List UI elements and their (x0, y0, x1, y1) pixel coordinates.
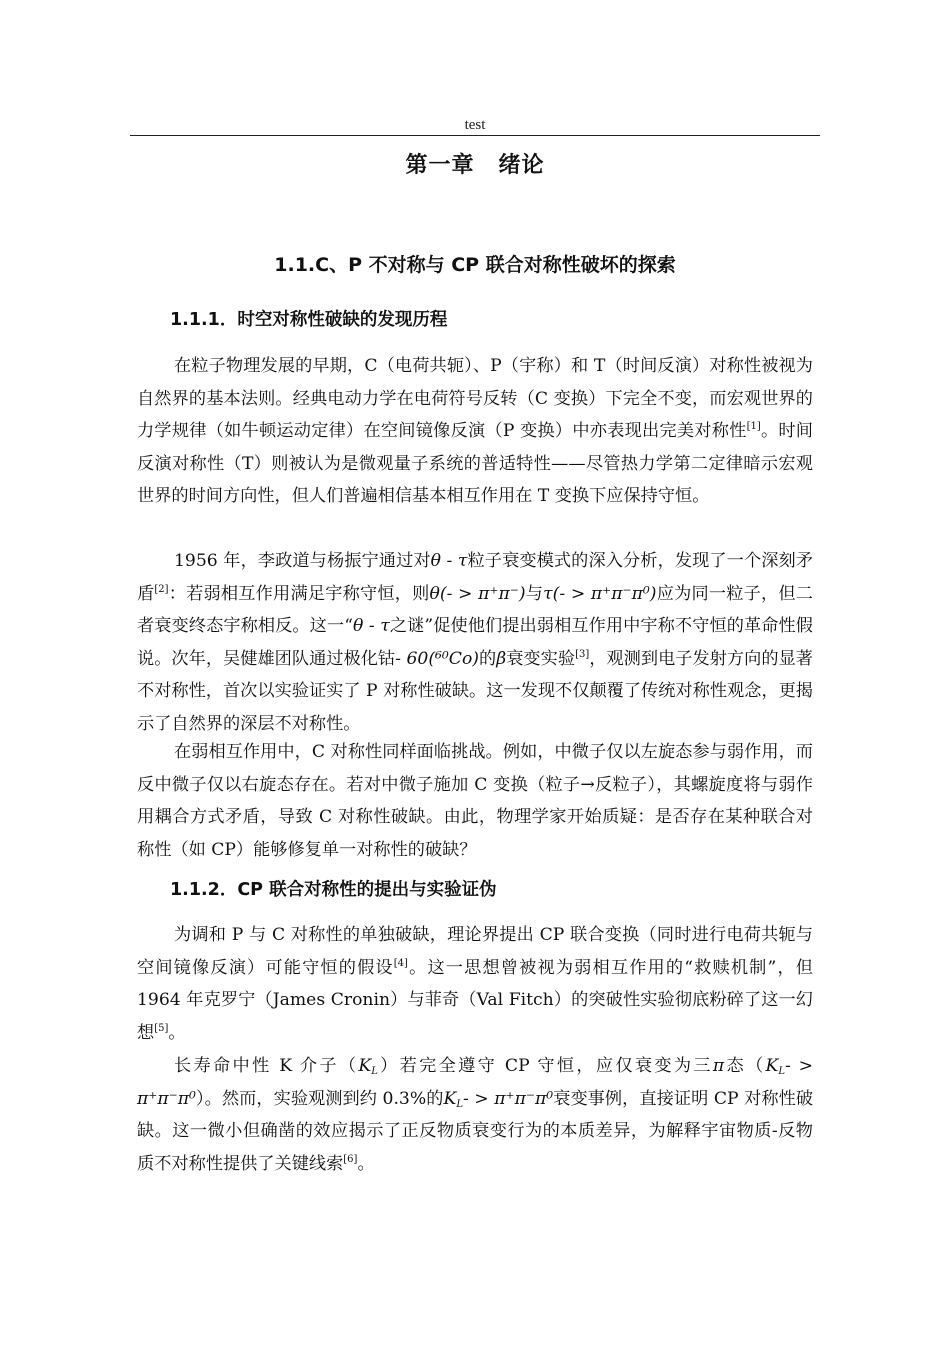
theta-tau-symbol: θ - τ (430, 551, 468, 571)
citation-4: [4] (393, 957, 408, 969)
theta-decay-formula: θ(- > π⁺π⁻) (429, 583, 526, 604)
p5-text-e: 衰变事例，直接证明 CP 对称性破缺。这一微小但确凿的效应揭示了正反物质衰变行为的本质差异，为解释宇宙物质-反物质不对称性提供了关键线索 (137, 1088, 814, 1174)
p5-text-d: ）。然而，实验观测到约 0.3%的 (195, 1088, 444, 1109)
p5-text-a: 长寿命中性 K 介子（ (174, 1056, 359, 1076)
p3-text: 在弱相互作用中，C 对称性同样面临挑战。例如，中微子仅以左旋态参与弱作用，而反中微子仅以右旋态存在。若对中微子施加 C 变换（粒子→反粒子），其螺旋度将与弱作用耦合方式矛盾，导致 C 对称性破缺。由此，物理学家开始质疑：是否存在某种联合对称性（如 CP）能够修复单一对称性的破缺？ (137, 742, 813, 860)
chapter-title (0, 148, 950, 179)
tau-decay-formula: τ(- > π⁺π⁻π⁰) (543, 583, 657, 604)
p4-text-b: 。这一思想曾被视为弱相互作用的“救赎机制”，但 1964 年克罗宁（James Cronin）与菲奇（Val Fitch）的突破性实验彻底粉碎了这一幻想 (137, 957, 813, 1043)
p2-text-h: 衰变实验 (506, 648, 576, 669)
kl-subscript: L (371, 1066, 378, 1077)
citation-5: [5] (154, 1022, 169, 1034)
citation-6: [6] (343, 1153, 358, 1165)
p1-text-a: 在粒子物理发展的早期，C（电荷共轭）、P（宇称）和 T（时间反演）对称性被视为自然界的基本法则。经典电动力学在电荷符号反转（C 变换）下完全不变，而宏观世界的力学规律（如牛顿运动定律）在空间镜像反演（P 变换）中亦表现出完美对称性 (137, 356, 813, 441)
citation-3: [3] (575, 648, 590, 660)
paragraph-4 (137, 919, 813, 1049)
paragraph-5 (137, 1050, 813, 1180)
paragraph-2 (137, 545, 813, 740)
subsection-title-1: 1.1.1．时空对称性破缺的发现历程 (170, 310, 448, 330)
p2-text-a: 1956 年，李政道与杨振宁通过对 (174, 551, 431, 571)
p2-text-b: 粒子衰变模式的深入分析，发现了一个深刻矛盾 (137, 551, 813, 604)
kl-subscript-2: L (778, 1066, 785, 1077)
kl-symbol (358, 1056, 377, 1076)
beta-symbol: β (496, 648, 507, 669)
p5-text-b: ）若完全遵守 CP 守恒，应仅衰变为三 (377, 1056, 713, 1076)
paragraph-1 (137, 350, 813, 513)
p2-text-e: 应为同一粒子，但二者衰变终态宇称相反。这一“ (137, 583, 813, 636)
kl-decay-formula-2 (444, 1089, 554, 1109)
subsection-title-2: 1.1.2．CP 联合对称性的提出与实验证伪 (170, 880, 497, 900)
theta-tau-symbol-2: θ - τ (352, 616, 390, 636)
citation-2: [2] (154, 583, 169, 595)
p1-text-b: 。时间反演对称性（T）则被认为是微观量子系统的普适特性——尽管热力学第二定律暗示宏观世界的时间方向性，但人们普遍相信基本相互作用在 T 变换下应保持守恒。 (137, 421, 813, 506)
chapter-number: 第一章 (405, 153, 475, 178)
kl-letter-3: K (443, 1088, 457, 1109)
kl-letter-2: K (765, 1056, 779, 1076)
kl-letter: K (358, 1056, 372, 1076)
section-title: 1.1.C、P 不对称与 CP 联合对称性破坏的探索 (274, 254, 676, 276)
pi-symbol: π (712, 1056, 725, 1076)
cobalt-60-formula: - 60(⁶⁰Co) (395, 648, 480, 669)
p5-text-f: 。 (357, 1153, 375, 1174)
p2-text-f: 之谜”促使他们提出弱相互作用中宇称不守恒的革命性假说。次年，吴健雄团队通过极化钴 (137, 616, 813, 669)
citation-1: [1] (746, 421, 761, 432)
paragraph-3 (137, 736, 813, 866)
p2-text-g: 的 (479, 648, 497, 669)
p2-text-i: ，观测到电子发射方向的显著不对称性，首次以实验证实了 P 对称性破缺。这一发现不仅颠覆了传统对称性观念，更揭示了自然界的深层不对称性。 (137, 648, 813, 734)
p4-text-c: 。 (168, 1022, 186, 1043)
p4-text-a: 为调和 P 与 C 对称性的单独破缺，理论界提出 CP 联合变换（同时进行电荷共轭与空间镜像反演）可能守恒的假设 (137, 925, 813, 978)
p2-text-d: 与 (525, 583, 544, 604)
header-rule (130, 135, 820, 136)
header-text: test (464, 117, 486, 133)
kl-decay-tail-2: - > π⁺π⁻π⁰ (462, 1088, 554, 1109)
p2-text-c: ：若弱相互作用满足宇称守恒，则 (168, 583, 430, 604)
p5-text-c: 态（ (724, 1056, 766, 1076)
kl-subscript-3: L (456, 1098, 463, 1110)
kl-decay-tail: - > π⁺π⁻π⁰ (137, 1056, 813, 1109)
chapter-name: 绪论 (498, 153, 545, 178)
